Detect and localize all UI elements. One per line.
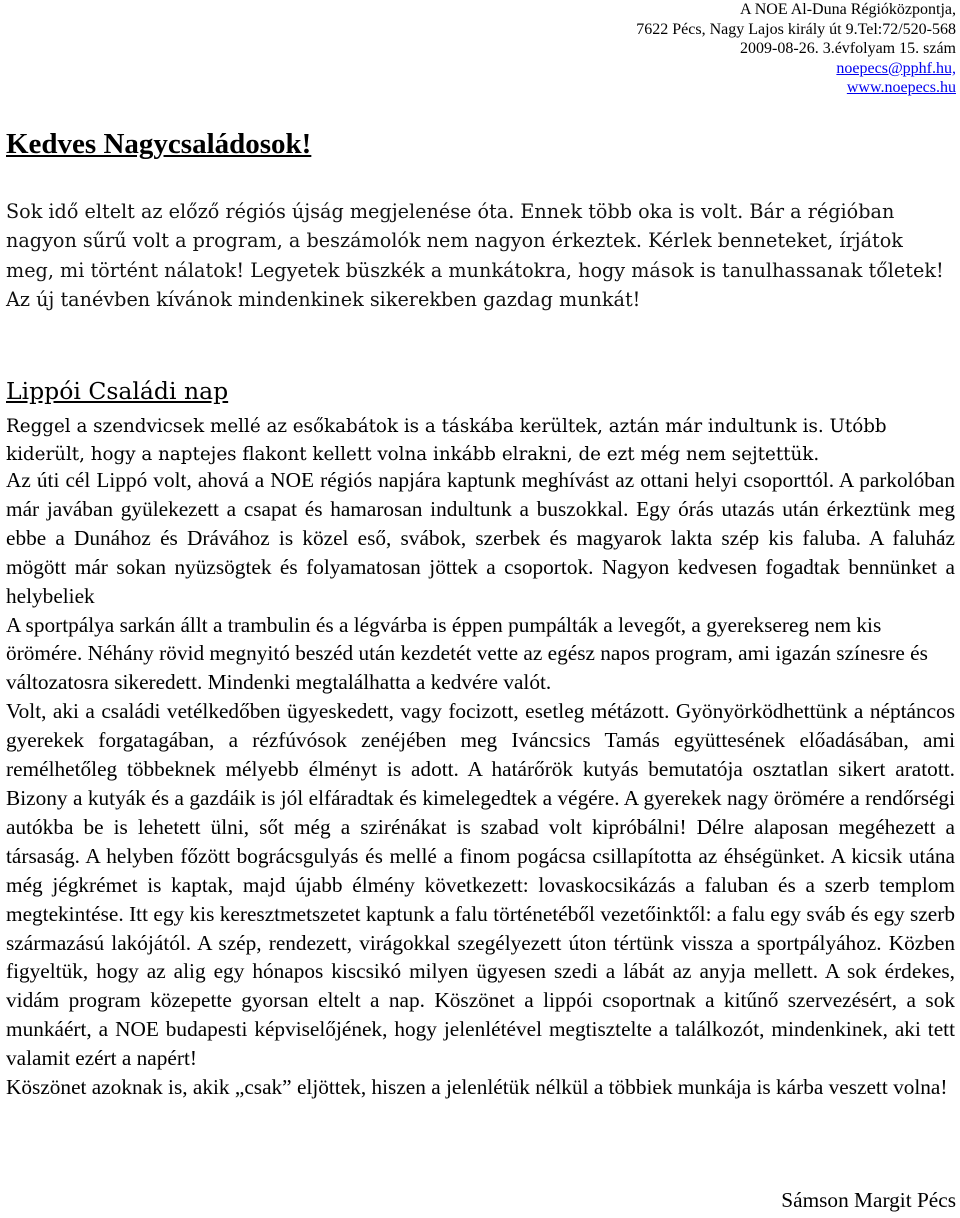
article-lead [6,413,958,470]
article-title: Lippói Családi nap [6,377,229,405]
email-link[interactable]: noepecs@pphf.hu, [836,59,956,77]
intro-wish: Az új tanévben kívánok mindenkinek sikerekben gazdag munkát! [6,287,641,311]
article-body [6,466,955,1102]
author-signature: Sámson Margit Pécs [781,1188,956,1212]
intro-paragraph: Sok idő eltelt az előző régiós újság megjelenése óta. Ennek több oka is volt. Bár a régióban nagyon sűrű volt a program, a beszámolók nem nagyon érkeztek. Kérlek benneteket, írjátok meg, mi történt nálatok! Legyetek büszkék a munkátokra, hogy mások is tanulhassanak tőletek! [6,200,944,282]
masthead [476,0,956,98]
greeting-heading: Kedves Nagycsaládosok! [6,128,312,160]
body-paragraph-4: Köszönet azoknak is, akik „csak” eljöttek, hiszen a jelenlétük nélkül a többiek munkája is kárba veszett volna! [6,1075,948,1100]
masthead-org: A NOE Al-Duna Régióközpontja, [740,1,956,18]
masthead-issue: 2009-08-26. 3.évfolyam 15. szám [740,40,956,58]
body-paragraph-2: A sportpálya sarkán állt a trambulin és a légvárba is éppen pumpálták a levegőt, a gyereksereg nem kis örömére. Néhány rövid megnyitó beszéd után kezdetét vette az egész napos program, ami igazán színesre és változatosra sikeredett. Mindenki megtalálhatta a kedvére valót. [6,612,928,695]
intro-section [6,197,956,314]
masthead-address: 7622 Pécs, Nagy Lajos király út 9.Tel:72/520-568 [636,20,956,38]
lead-paragraph: Reggel a szendvicsek mellé az esőkabátok is a táskába kerültek, aztán már indultunk is. Utóbb kiderült, hogy a naptejes flakont kellett volna inkább elrakni, de ezt még nem sejtettük. [6,416,887,466]
body-paragraph-3: Volt, aki a családi vetélkedőben ügyeskedett, vagy focizott, esetleg métázott. Gyönyörködhettünk a néptáncos gyerekek forgatagában, a rézfúvósok zenéjében meg Iváncsics Tamás együttesének előadásában, ami remélhetőleg többeknek mélyebb élményt is adott. A határőrök kutyás bemutatója osztatlan sikert aratott. Bizony a kutyák és a gazdáik is jól elfáradtak és kimelegedtek a végére. A gyerekek nagy örömére a rendőrségi autókba be is lehetett ülni, sőt még a szirénákat is szabad volt kipróbálni! Délre alaposan megéhezett a társaság. A helyben főzött bográcsgulyás és mellé a finom pogácsa csillapította az éhségünket. A kicsik utána még jégkrémet is kaptak, majd újabb élmény következett: lovaskocsikázás a faluban és a szerb templom megtekintése. Itt egy kis keresztmetszetet kaptunk a falu történetéből vezetőinktől: a falu egy sváb és egy szerb származású lakójától. A szép, rendezett, virágokkal szegélyezett úton tértünk vissza a sportpályához. Közben figyeltük, hogy az alig egy hónapos kiscsikó milyen ügyesen szedi a lábát az anyja mellett. A sok érdekes, vidám program közepette gyorsan eltelt a nap. Köszönet a lippói csoportnak a kitűnő szervezésért, a sok munkáért, a NOE budapesti képviselőjének, hogy jelenlétével megtisztelte a találkozót, mindenkinek, aki tett valamit ezért a napért! [6,699,955,1071]
body-paragraph-1: Az úti cél Lippó volt, ahová a NOE régiós napjára kaptunk meghívást az ottani helyi csoporttól. A parkolóban már javában gyülekezett a csapat és hamarosan indultunk a buszokkal. Egy órás utazás után érkeztünk meg ebbe a Dunához és Drávához is közel eső, svábok, szerbek és magyarok lakta szép kis faluba. A faluház mögött már sokan nyüzsögtek és folyamatosan jöttek a csoportok. Nagyon kedvesen fogadtak bennünket a helybeliek [6,468,955,608]
website-link[interactable]: www.noepecs.hu [846,79,956,97]
